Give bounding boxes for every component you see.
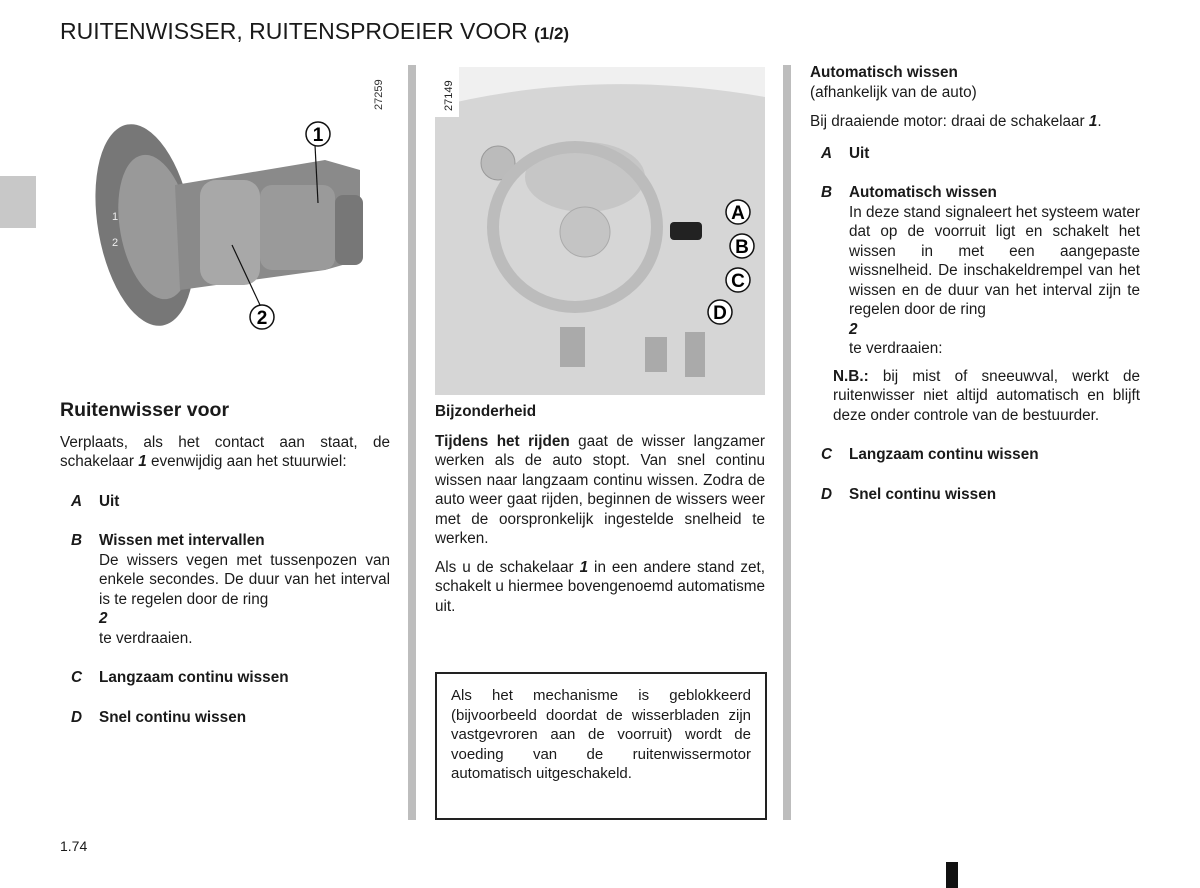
figure-ref: 27259	[373, 79, 385, 110]
svg-text:A: A	[731, 203, 745, 224]
list-item: D Snel continu wissen	[821, 485, 997, 503]
svg-text:B: B	[735, 237, 749, 258]
svg-text:D: D	[713, 303, 727, 324]
section-tab	[0, 176, 36, 228]
paragraph: Als u de schakelaar 1 in een andere stand zet, schakelt u hiermee bovengenoemd automatisme uit.	[435, 558, 766, 615]
section-heading: Ruitenwisser voor	[60, 399, 230, 421]
section-heading: Automatisch wissen	[810, 64, 958, 81]
list-item: D Snel continu wissen	[71, 708, 247, 726]
intro-text: Bij draaiende motor: draai de schakelaar 1.	[810, 113, 1102, 130]
wiper-stalk	[670, 222, 702, 240]
list-item: B Automatisch wissen In deze stand signaleert het systeem water dat op de voorruit ligt en schakelt het wissen in met een aangepaste wissnelheid. De inschakeldrempel van het wissen en de duur van het interval zijn te regelen door de ring 2 te verdraaien:	[821, 184, 1140, 357]
note-box: Als het mechanisme is geblokkeerd (bijvoorbeeld doordat de wisserbladen zijn vastgevroren aan de voorruit) wordt de voeding van de ruitenwissermotor automatisch uitgeschakeld.	[435, 672, 767, 820]
svg-text:1: 1	[312, 125, 324, 146]
column-divider	[408, 65, 416, 820]
svg-text:27149: 27149	[443, 80, 455, 111]
page-number: 1.74	[60, 838, 88, 854]
section-heading: Bijzonderheid	[435, 403, 537, 420]
list-item: B Wissen met intervallen De wissers vegen met tussenpozen van enkele secondes. De duur van het interval is te regelen door de ring 2 te verdraaien.	[71, 532, 390, 647]
right-column: Automatisch wissen (afhankelijk van de auto) Bij draaiende motor: draai de schakelaar 1. A Uit B Automatisch wissen In deze stand signaleert het systeem water dat op de voorruit ligt en schakelt het wissen in met een aangepaste wissnelheid. De inschakeldrempel van het wissen en de duur van het interval zijn te regelen door de ring 2 te verdraaien: N.B.: bij mist of sneeuwval, werkt de ruitenwisser niet altijd automatisch en blijft deze onder controle van de bestuurder. C Langzaam continu wissen D Snel continu wissen	[810, 64, 1140, 503]
page-title: RUITENWISSER, RUITENSPROEIER VOOR (1/2)	[60, 18, 570, 44]
list-item: C Langzaam continu wissen	[821, 446, 1039, 463]
svg-text:2: 2	[256, 308, 268, 329]
dial-mark-1: 1	[112, 211, 119, 223]
wiper-stalk-illustration	[60, 65, 390, 355]
list-item: A Uit	[821, 144, 870, 162]
page-edge-marker	[946, 862, 958, 888]
nb-note: N.B.: bij mist of sneeuwval, werkt de ruitenwisser niet altijd automatisch en blijft deze onder controle van de bestuurder.	[833, 367, 1140, 424]
middle-column	[435, 402, 765, 625]
list-item: A Uit	[71, 492, 120, 510]
intro-text: Verplaats, als het contact aan staat, de schakelaar 1 evenwijdig aan het stuurwiel:	[60, 433, 390, 470]
left-column	[60, 401, 390, 747]
svg-text:C: C	[731, 271, 745, 292]
column-divider	[783, 65, 791, 820]
paragraph: Tijdens het rijden gaat de wisser langzamer werken als de auto stopt. Van snel continu wissen naar langzaam continu wissen. Zodra de auto weer gaat rijden, beginnen de wissers weer met de oorspronkelijk ingestelde snelheid te werken.	[435, 432, 765, 547]
list-item: C Langzaam continu wissen	[71, 669, 289, 686]
dashboard-illustration	[435, 67, 765, 395]
dial-mark-2: 2	[112, 237, 119, 249]
